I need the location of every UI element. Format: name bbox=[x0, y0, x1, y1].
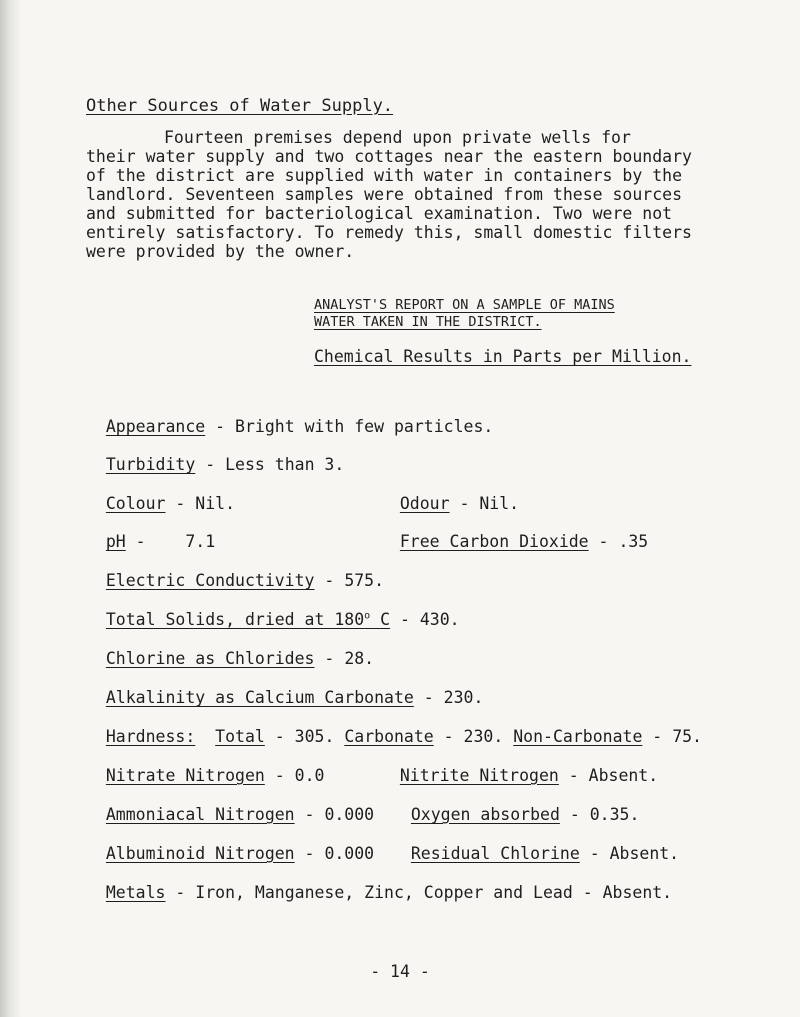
result-label: Odour bbox=[399, 494, 450, 513]
paragraph-line: and submitted for bacteriological examination. Two were not bbox=[86, 204, 673, 223]
result-label: Colour bbox=[105, 494, 166, 513]
paragraph-line: entirely satisfactory. To remedy this, small domestic filters bbox=[86, 223, 692, 242]
result-label: Free Carbon Dioxide bbox=[399, 532, 589, 551]
result-value: Absent. bbox=[609, 844, 680, 863]
result-chlorine: Chlorine as Chlorides - 28. bbox=[105, 649, 375, 668]
result-label: Nitrite Nitrogen bbox=[399, 766, 559, 785]
result-label: Electric Conductivity bbox=[105, 571, 315, 590]
result-label: Oxygen absorbed bbox=[410, 805, 560, 824]
page-edge-shadow bbox=[0, 0, 22, 1017]
result-value: Bright with few particles. bbox=[235, 417, 494, 436]
result-nitrate: Nitrate Nitrogen - 0.0 bbox=[105, 766, 325, 785]
result-label: Ammoniacal Nitrogen bbox=[105, 805, 295, 824]
result-label: Nitrate Nitrogen bbox=[105, 766, 265, 785]
result-value: 7.1 bbox=[185, 532, 216, 551]
result-label: pH bbox=[105, 532, 126, 551]
result-conductivity: Electric Conductivity - 575. bbox=[105, 571, 385, 590]
results-subtitle: Chemical Results in Parts per Million. bbox=[314, 347, 692, 366]
paragraph-line: of the district are supplied with water in containers by the bbox=[86, 166, 683, 185]
result-odour: Odour - Nil. bbox=[399, 494, 520, 513]
report-title-line-1: ANALYST'S REPORT ON A SAMPLE OF MAINS bbox=[314, 297, 615, 313]
result-value: Nil. bbox=[195, 494, 236, 513]
result-hardness: Hardness: Total - 305. Carbonate - 230. Non-Carbonate - 75. bbox=[105, 727, 702, 746]
result-appearance: Appearance - Bright with few particles. bbox=[105, 417, 494, 436]
section-heading: Other Sources of Water Supply. bbox=[86, 96, 394, 116]
result-value: 575. bbox=[344, 571, 385, 590]
result-value: 0.000 bbox=[324, 844, 375, 863]
result-label: Appearance bbox=[105, 417, 206, 436]
result-label: Metals bbox=[105, 883, 166, 902]
result-value: 430. bbox=[419, 610, 460, 629]
degree-mark: o bbox=[364, 610, 371, 622]
hardness-non-carbonate-value: 75. bbox=[672, 727, 702, 746]
result-value: Nil. bbox=[479, 494, 520, 513]
result-value: 28. bbox=[344, 649, 375, 668]
result-value: Absent. bbox=[588, 766, 659, 785]
result-oxygen: Oxygen absorbed - 0.35. bbox=[410, 805, 640, 824]
result-label: Alkalinity as Calcium Carbonate bbox=[105, 688, 414, 707]
hardness-total-value: 305. bbox=[294, 727, 335, 746]
result-colour: Colour - Nil. bbox=[105, 494, 236, 513]
hardness-carbonate-value: 230. bbox=[463, 727, 504, 746]
result-nitrite: Nitrite Nitrogen - Absent. bbox=[399, 766, 659, 785]
result-label: Residual Chlorine bbox=[410, 844, 580, 863]
result-turbidity: Turbidity - Less than 3. bbox=[105, 455, 345, 474]
paragraph-line: landlord. Seventeen samples were obtained from these sources bbox=[86, 185, 683, 204]
result-value: 0.0 bbox=[294, 766, 325, 785]
paragraph-line: were provided by the owner. bbox=[86, 242, 355, 261]
result-value: .35 bbox=[618, 532, 649, 551]
intro-paragraph bbox=[86, 128, 798, 261]
result-free-co2: Free Carbon Dioxide - .35 bbox=[399, 532, 649, 551]
result-residual-chlorine: Residual Chlorine - Absent. bbox=[410, 844, 680, 863]
result-label: Albuminoid Nitrogen bbox=[105, 844, 295, 863]
result-value: Less than 3. bbox=[225, 455, 345, 474]
result-label: Hardness: bbox=[105, 727, 196, 746]
result-value: 230. bbox=[443, 688, 484, 707]
result-label: Turbidity bbox=[105, 455, 196, 474]
result-label: Total Solids, dried at 180$^o$ C bbox=[105, 610, 391, 629]
paragraph-line: Fourteen premises depend upon private wells for bbox=[164, 128, 631, 147]
result-value: 0.000 bbox=[324, 805, 375, 824]
report-title-line-2: WATER TAKEN IN THE DISTRICT. bbox=[314, 314, 542, 330]
result-alkalinity: Alkalinity as Calcium Carbonate - 230. bbox=[105, 688, 484, 707]
result-total-solids: Total Solids, dried at 180$^o$ C - 430. bbox=[105, 610, 460, 629]
report-title bbox=[314, 297, 615, 331]
result-ph: pH - 7.1 bbox=[105, 532, 216, 551]
result-value: Iron, Manganese, Zinc, Copper and Lead - Absent. bbox=[195, 883, 673, 902]
hardness-non-carbonate-label: Non-Carbonate bbox=[513, 727, 643, 746]
paragraph-line: their water supply and two cottages near the eastern boundary bbox=[86, 147, 692, 166]
hardness-carbonate-label: Carbonate bbox=[344, 727, 434, 746]
result-value: 0.35. bbox=[589, 805, 640, 824]
result-ammoniacal: Ammoniacal Nitrogen - 0.000 bbox=[105, 805, 375, 824]
result-label: Chlorine as Chlorides bbox=[105, 649, 315, 668]
hardness-total-label: Total bbox=[215, 727, 265, 746]
result-metals: Metals - Iron, Manganese, Zinc, Copper and Lead - Absent. bbox=[105, 883, 673, 902]
result-albuminoid: Albuminoid Nitrogen - 0.000 bbox=[105, 844, 375, 863]
page-number: - 14 - bbox=[370, 962, 430, 981]
